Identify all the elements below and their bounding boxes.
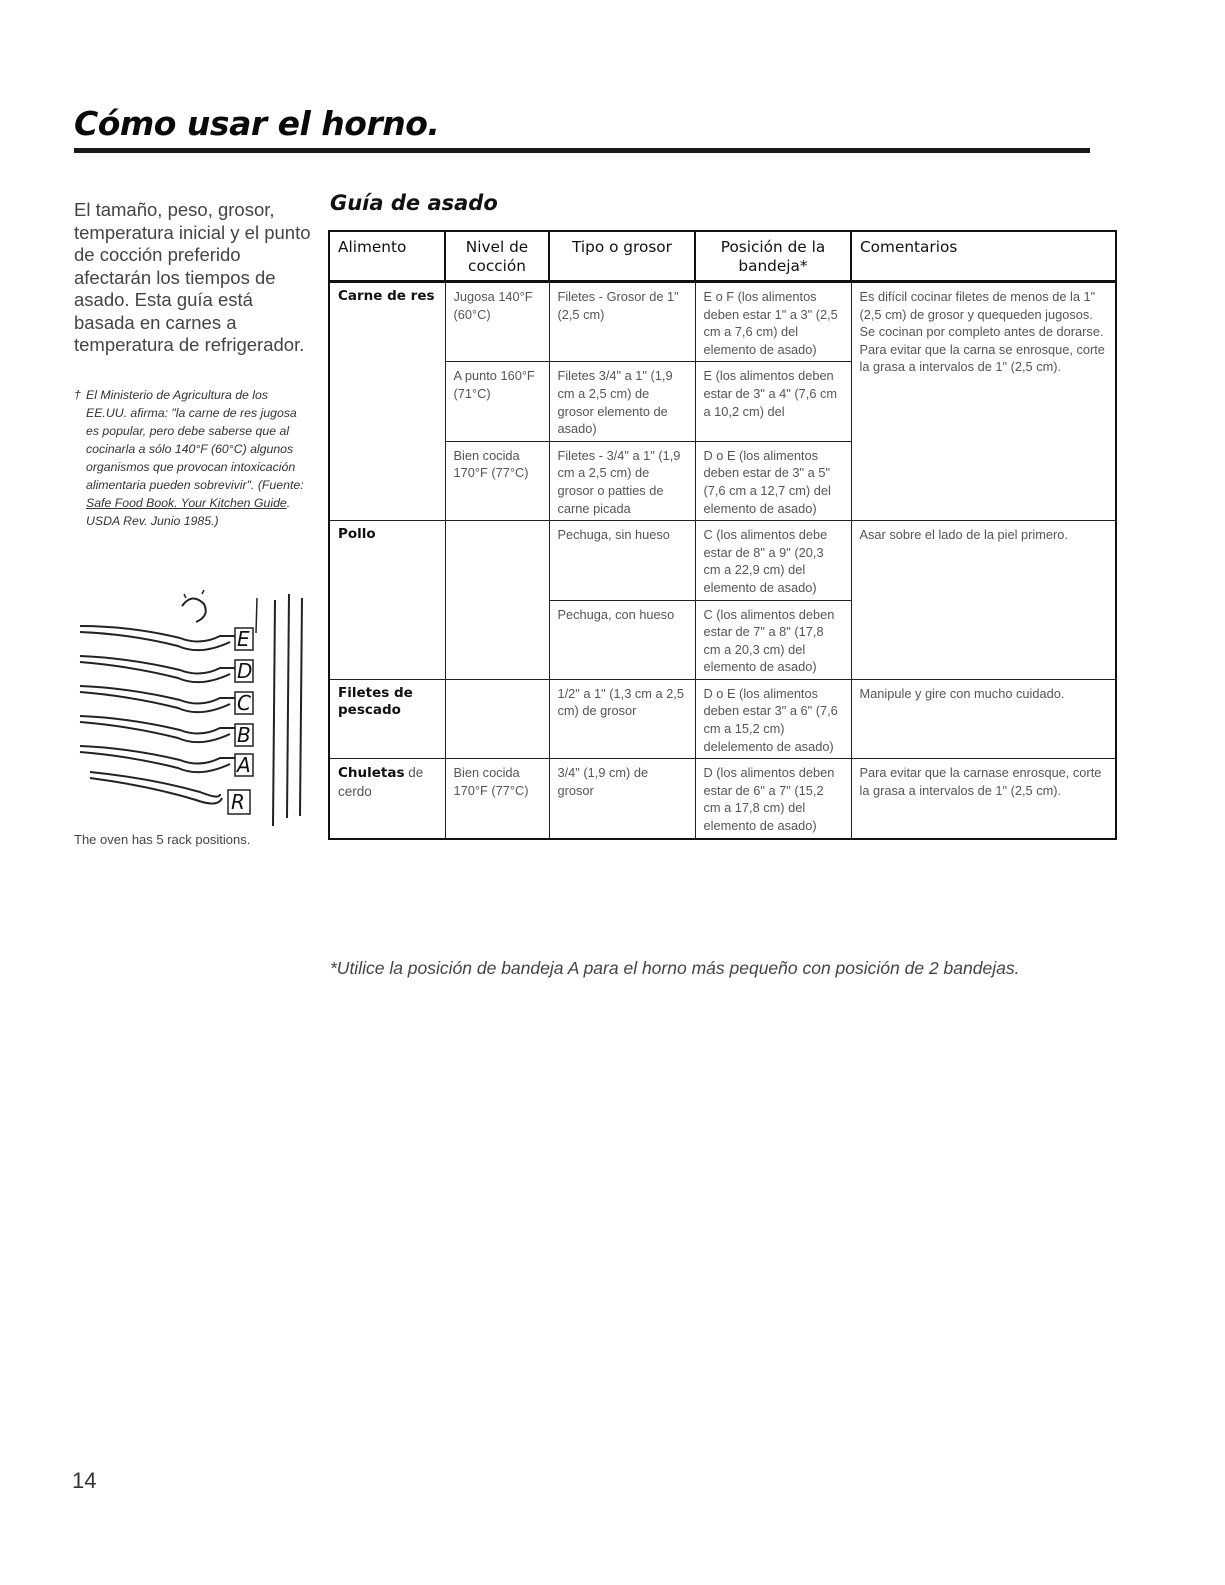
header-type: Tipo o grosor — [549, 231, 695, 282]
rack-label-e: E — [237, 627, 250, 651]
doneness-cell: Bien cocida 170°F (77°C) — [445, 441, 549, 520]
type-cell: Filetes - Grosor de 1" (2,5 cm) — [549, 282, 695, 362]
type-cell: Filetes - 3/4" a 1" (1,9 cm a 2,5 cm) de grosor o patties de carne picada — [549, 441, 695, 520]
broil-guide-table — [328, 230, 1117, 840]
table-header-row — [329, 231, 1116, 282]
type-cell: 1/2" a 1" (1,3 cm a 2,5 cm) de grosor — [549, 679, 695, 758]
rack-label-r: R — [231, 790, 245, 814]
footnote-source-title: Safe Food Book. Your Kitchen Guide — [86, 496, 287, 510]
doneness-cell-empty — [445, 679, 549, 758]
doneness-cell: Bien cocida 170°F (77°C) — [445, 759, 549, 839]
intro-text: El tamaño, peso, grosor, temperatura inicial y el punto de cocción preferido afectarán los tiempos de asado. Esta guía está basada en carnes a temperatura de refrigerador. — [74, 199, 311, 355]
position-cell: E (los alimentos deben estar de 3" a 4" (7,6 cm a 10,2 cm) del — [695, 362, 851, 441]
footnote-text-end: . USDA Rev. Junio 1985.) — [86, 496, 291, 528]
header-doneness: Nivel de cocción — [445, 231, 549, 282]
section-title: Guía de asado — [330, 191, 498, 215]
table-row — [329, 759, 1116, 839]
position-cell: C (los alimentos debe estar de 8" a 9" (20,3 cm a 22,9 cm) del elemento de asado) — [695, 521, 851, 600]
usda-footnote — [74, 386, 304, 530]
rack-caption: The oven has 5 rack positions. — [74, 832, 251, 847]
type-cell: Pechuga, con hueso — [549, 600, 695, 679]
food-beef: Carne de res — [329, 282, 445, 521]
comments-pork: Para evitar que la carnase enrosque, corte la grasa a intervalos de 1" (2,5 cm). — [851, 759, 1116, 839]
comments-beef-1: Es difícil cocinar filetes de menos de la 1" (2,5 cm) de grosor y quequeden jugosos. Se cocinan por completo antes de dorarse. — [859, 289, 1104, 340]
rack-label-c: C — [237, 691, 251, 715]
position-cell: D o E (los alimentos deben estar 3" a 6" (7,6 cm a 15,2 cm) delelemento de asado) — [695, 679, 851, 758]
rack-label-d: D — [237, 659, 253, 683]
comments-chicken: Asar sobre el lado de la piel primero. — [851, 521, 1116, 680]
food-pork — [329, 759, 445, 839]
comments-beef-2: Para evitar que la carna se enrosque, corte la grasa a intervalos de 1" (2,5 cm). — [859, 341, 1105, 375]
position-cell: C (los alimentos deben estar de 7" a 8" (17,8 cm a 20,3 cm) del elemento de asado) — [695, 600, 851, 679]
footnote-text: El Ministerio de Agricultura de los EE.UU. afirma: "la carne de res jugosa es popular, pero debe saberse que al cocinarla a sólo 140°F (60°C) algunos organismos que provocan intoxicación alimentaria pueden sobrevivir". (Fuente: — [86, 388, 304, 492]
type-cell: 3/4" (1,9 cm) de grosor — [549, 759, 695, 839]
title-rule — [74, 148, 1090, 153]
table-row — [329, 679, 1116, 758]
comments-beef — [851, 282, 1116, 521]
table-row — [329, 521, 1116, 600]
type-cell: Filetes 3/4" a 1" (1,9 cm a 2,5 cm) de grosor elemento de asado) — [549, 362, 695, 441]
table-row — [329, 282, 1116, 362]
page-title: Cómo usar el horno. — [74, 104, 440, 143]
food-fish: Filetes de pescado — [329, 679, 445, 758]
header-position: Posición de la bandeja* — [695, 231, 851, 282]
position-cell: D (los alimentos deben estar de 6" a 7" (15,2 cm a 17,8 cm) del elemento de asado) — [695, 759, 851, 839]
header-food: Alimento — [329, 231, 445, 282]
doneness-cell: Jugosa 140°F (60°C) — [445, 282, 549, 362]
food-chicken: Pollo — [329, 521, 445, 680]
doneness-cell: A punto 160°F (71°C) — [445, 362, 549, 441]
oven-rack-positions-icon — [70, 588, 315, 833]
position-cell: E o F (los alimentos deben estar 1" a 3" (2,5 cm a 7,6 cm) del elemento de asado) — [695, 282, 851, 362]
type-cell: Pechuga, sin hueso — [549, 521, 695, 600]
doneness-cell-empty — [445, 521, 549, 680]
dagger-mark: † — [74, 388, 81, 402]
position-cell: D o E (los alimentos deben estar de 3" a 5" (7,6 cm a 12,7 cm) del elemento de asado) — [695, 441, 851, 520]
page-number: 14 — [72, 1468, 97, 1493]
food-pork-rest: de cerdo — [338, 765, 424, 799]
header-comments: Comentarios — [851, 231, 1116, 282]
food-pork-bold: Chuletas — [338, 765, 405, 782]
rack-label-a: A — [237, 753, 251, 777]
footnote-body — [74, 386, 304, 530]
rack-position-note: *Utilice la posición de bandeja A para el horno más pequeño con posición de 2 bandejas. — [330, 958, 1020, 978]
rack-label-b: B — [237, 723, 251, 747]
comments-fish: Manipule y gire con mucho cuidado. — [851, 679, 1116, 758]
